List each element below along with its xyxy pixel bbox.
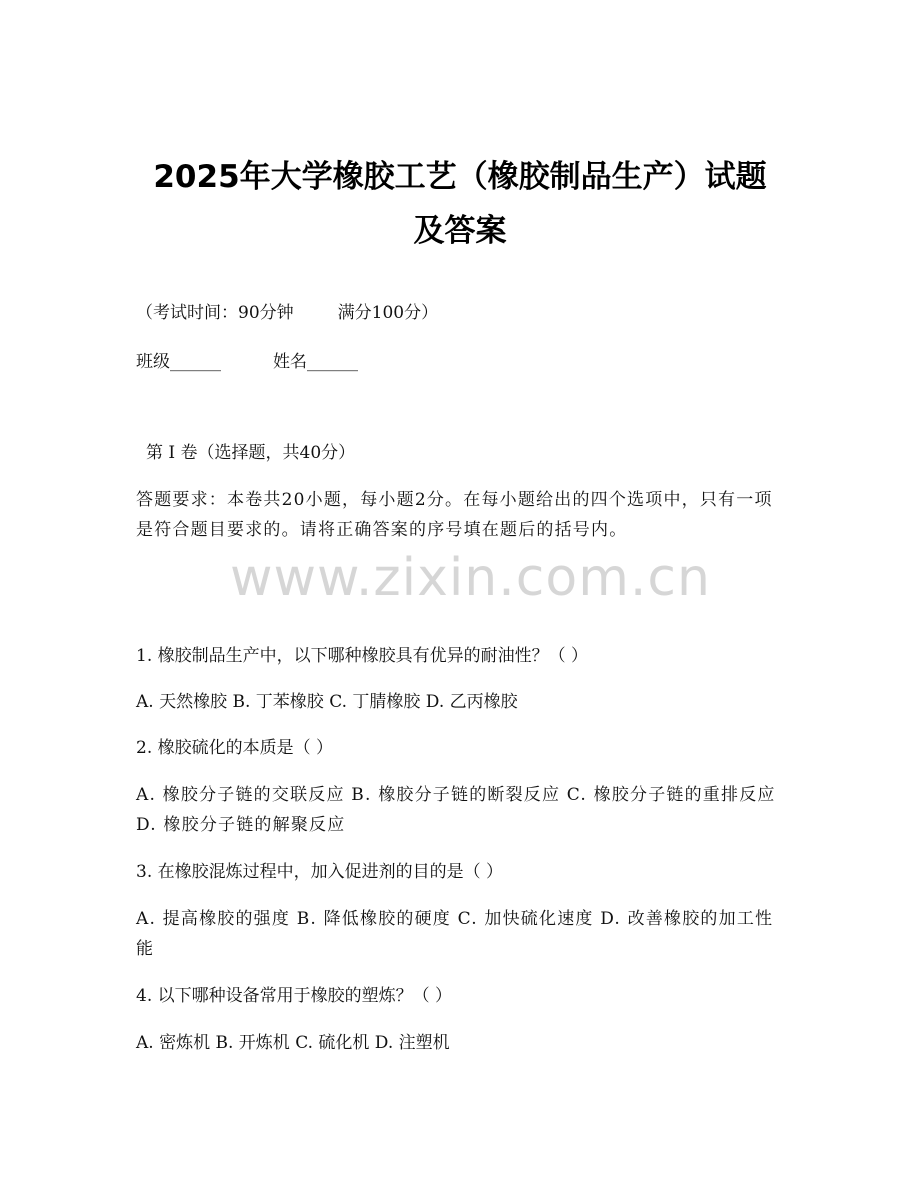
question-2-stem: 2. 橡胶硫化的本质是（ ） xyxy=(136,738,334,758)
name-field: 姓名______ xyxy=(273,352,358,372)
title-line-1: 2025年大学橡胶工艺（橡胶制品生产）试题 xyxy=(153,159,767,195)
question-3-stem: 3. 在橡胶混炼过程中，加入促进剂的目的是（ ） xyxy=(136,862,504,882)
student-fields xyxy=(136,349,358,375)
question-4-stem: 4. 以下哪种设备常用于橡胶的塑炼？（ ） xyxy=(136,986,453,1006)
instructions: 答题要求：本卷共20小题，每小题2分。在每小题给出的四个选项中，只有一项是符合题目要求的。请将正确答案的序号填在题后的括号内。 xyxy=(136,490,773,540)
document-title xyxy=(100,150,820,258)
question-1-options: A. 天然橡胶 B. 丁苯橡胶 C. 丁腈橡胶 D. 乙丙橡胶 xyxy=(136,692,518,712)
watermark-text: www.zixin.com.cn xyxy=(230,548,711,608)
question-4-options: A. 密炼机 B. 开炼机 C. 硫化机 D. 注塑机 xyxy=(136,1033,450,1053)
class-field: 班级______ xyxy=(136,352,221,372)
exam-time: （考试时间：90分钟 xyxy=(136,303,294,323)
title-line-2: 及答案 xyxy=(413,213,507,249)
exam-info xyxy=(136,300,438,326)
question-2-options: A. 橡胶分子链的交联反应 B. 橡胶分子链的断裂反应 C. 橡胶分子链的重排反应 D. 橡胶分子链的解聚反应 xyxy=(136,785,776,835)
full-score: 满分100分） xyxy=(337,303,439,323)
question-3-options: A. 提高橡胶的强度 B. 降低橡胶的硬度 C. 加快硫化速度 D. 改善橡胶的加工性能 xyxy=(136,909,774,959)
section-title: 第 I 卷（选择题，共40分） xyxy=(146,443,356,463)
question-1-stem: 1. 橡胶制品生产中，以下哪种橡胶具有优异的耐油性？（ ） xyxy=(136,646,589,666)
